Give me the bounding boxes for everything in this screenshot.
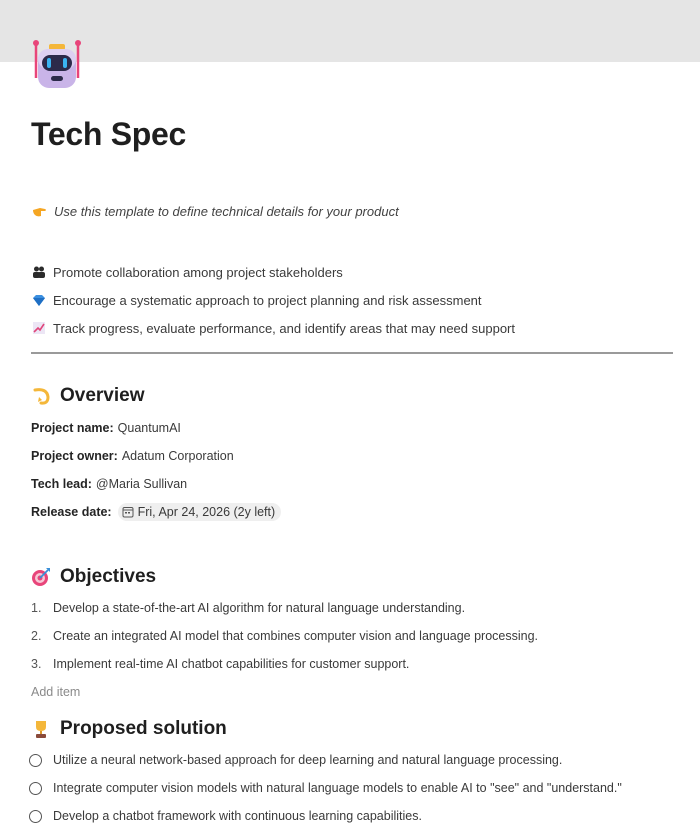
page-banner (0, 0, 700, 62)
item-number: 3. (31, 657, 42, 671)
property-label: Project owner: (31, 449, 118, 463)
task-item (29, 802, 622, 828)
bullet-text: Encourage a systematic approach to project planning and risk assessment (53, 292, 482, 308)
callout-text: Use this template to define technical details for your product (54, 203, 399, 219)
property-row (31, 414, 281, 442)
proposed-solution-heading-text: Proposed solution (60, 718, 227, 739)
overview-properties (31, 414, 281, 526)
add-item-button[interactable]: Add item (31, 685, 81, 699)
objectives-heading (31, 566, 156, 588)
task-item (29, 746, 622, 774)
property-row (31, 498, 281, 526)
task-item (29, 774, 622, 802)
list-item (32, 286, 515, 314)
task-text[interactable]: Utilize a neural network-based approach for deep learning and natural language processing. (53, 753, 563, 767)
objectives-heading-text: Objectives (60, 566, 157, 587)
people-icon (32, 265, 46, 279)
list-item[interactable] (31, 650, 538, 678)
project-owner-value[interactable]: Adatum Corporation (121, 449, 234, 463)
pointing-hand-icon (32, 203, 48, 219)
overview-heading-text: Overview (60, 385, 145, 406)
robot-icon[interactable] (32, 38, 82, 90)
bullet-text: Track progress, evaluate performance, and identify areas that may need support (53, 320, 515, 336)
intro-bullets (32, 258, 515, 342)
objectives-list (31, 594, 538, 706)
chart-increasing-icon (32, 321, 46, 335)
release-date-chip[interactable] (118, 503, 282, 521)
bullet-text: Promote collaboration among project stakeholders (53, 264, 343, 280)
item-number: 1. (31, 601, 42, 615)
item-text: Create an integrated AI model that combines computer vision and language processing. (53, 629, 539, 643)
property-label: Tech lead: (31, 477, 92, 491)
list-item (32, 258, 515, 286)
overview-heading (31, 385, 145, 407)
property-label: Project name: (31, 421, 114, 435)
project-name-value[interactable]: QuantumAI (117, 421, 181, 435)
divider (31, 352, 673, 354)
item-text: Develop a state-of-the-art AI algorithm for natural language understanding. (53, 601, 466, 615)
task-checkbox[interactable] (29, 754, 42, 767)
task-text[interactable]: Develop a chatbot framework with continuous learning capabilities. (53, 809, 422, 823)
trophy-icon (31, 719, 51, 739)
list-item (32, 314, 515, 342)
task-text[interactable]: Integrate computer vision models with natural language models to enable AI to "see" and "understand." (53, 781, 622, 795)
solution-task-list (29, 746, 622, 828)
list-item[interactable] (31, 622, 538, 650)
gem-icon (32, 293, 46, 307)
task-checkbox[interactable] (29, 810, 42, 823)
direct-hit-icon (31, 567, 51, 587)
property-row (31, 470, 281, 498)
calendar-icon (122, 506, 134, 518)
tech-lead-mention[interactable]: @Maria Sullivan (95, 477, 188, 491)
dizzy-icon (31, 386, 51, 406)
list-item[interactable] (31, 594, 538, 622)
page-title[interactable]: Tech Spec (31, 116, 186, 152)
release-date-value: Fri, Apr 24, 2026 (2y left) (137, 505, 276, 519)
item-number: 2. (31, 629, 42, 643)
proposed-solution-heading (31, 718, 227, 740)
callout (32, 203, 399, 219)
item-text: Implement real-time AI chatbot capabilities for customer support. (53, 657, 410, 671)
property-label: Release date: (31, 505, 112, 519)
property-row (31, 442, 281, 470)
task-checkbox[interactable] (29, 782, 42, 795)
